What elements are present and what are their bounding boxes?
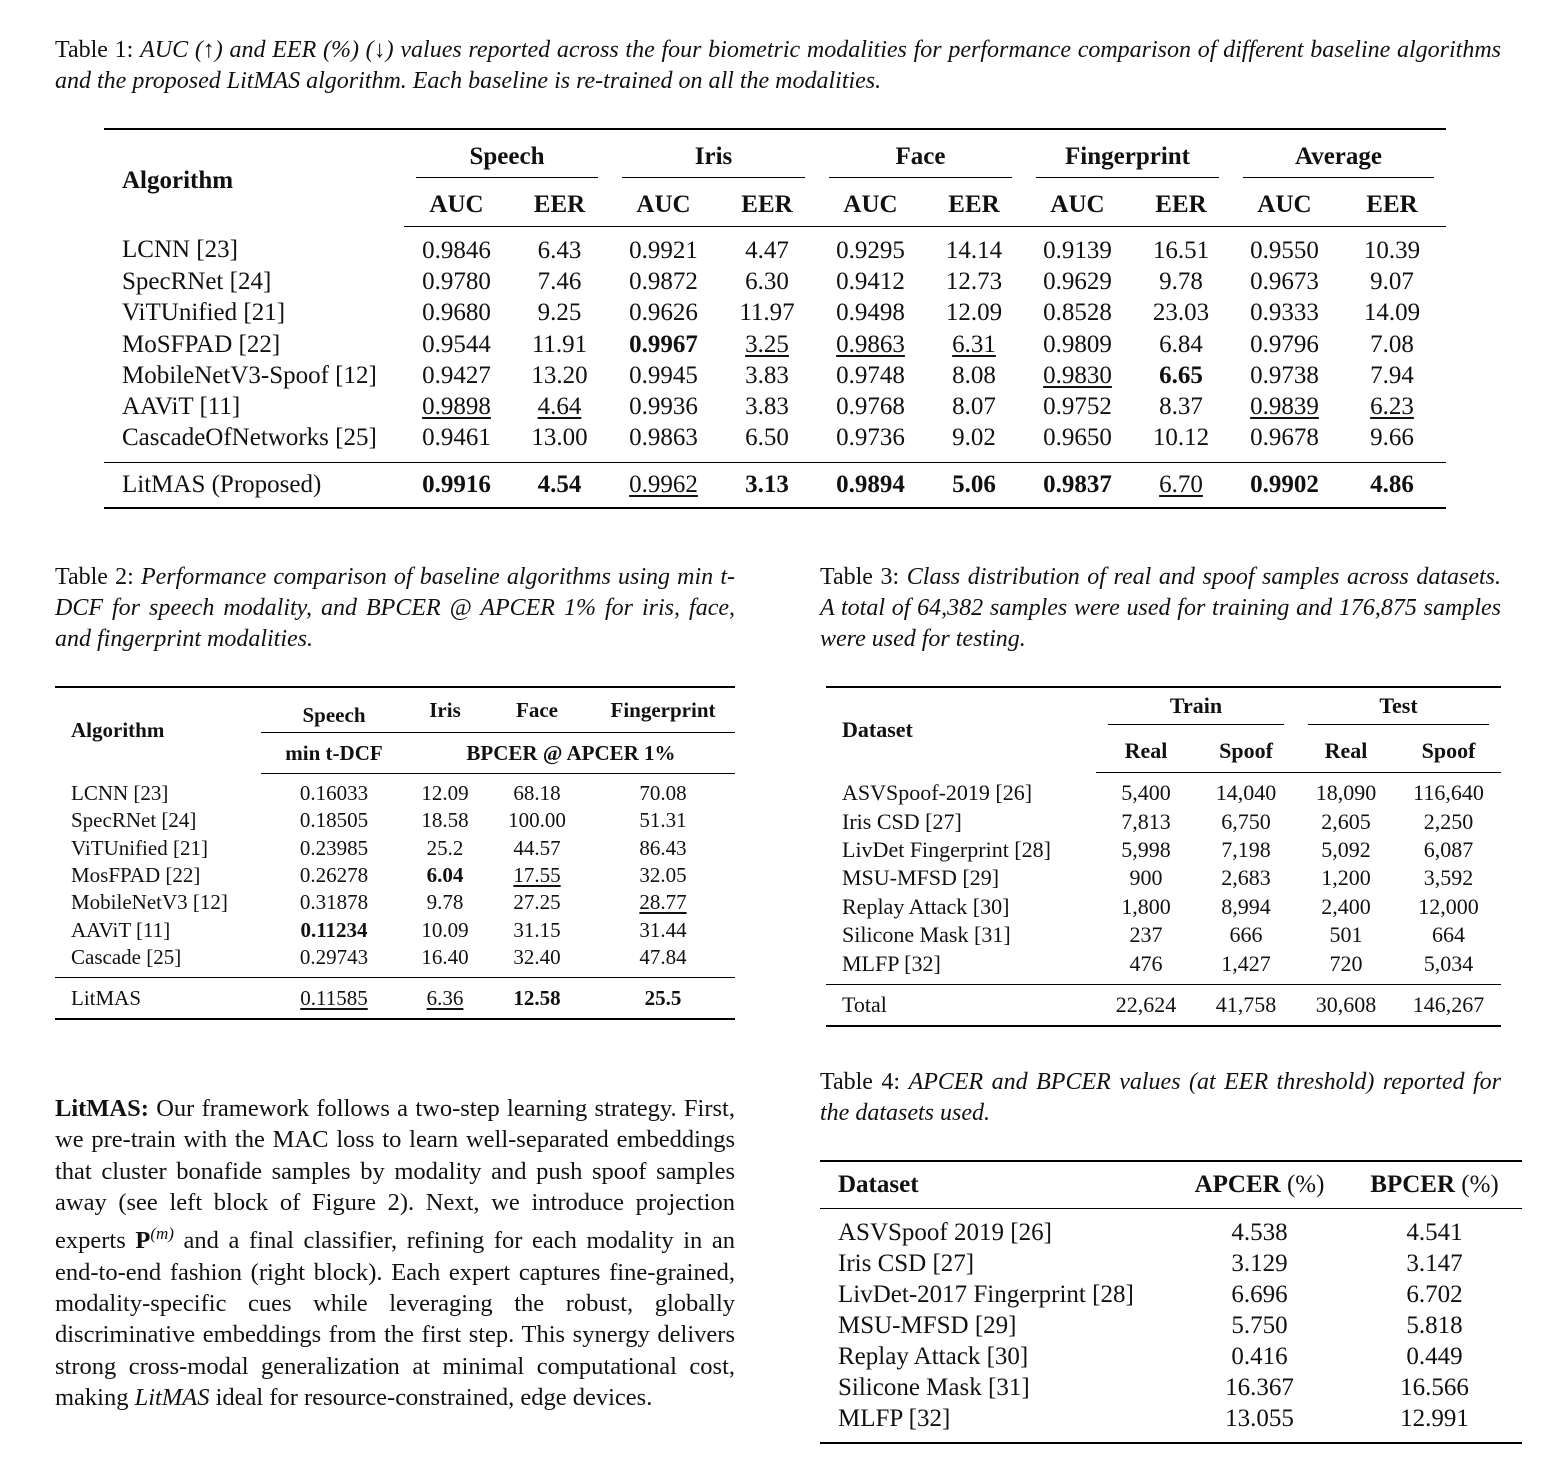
table3-caption — [820, 562, 1501, 655]
table1-cell-algorithm: SpecRNet [24] — [122, 267, 272, 295]
table3-caption-label: Table 3: — [820, 564, 900, 590]
table-row — [826, 773, 1501, 808]
table3-cell: 720 — [1329, 950, 1363, 976]
table2-cell: 0.26278 — [299, 863, 369, 888]
table1-cell: 0.9863 — [629, 424, 698, 452]
table1-cell: 0.9863 — [836, 330, 905, 358]
table1-group-average: Average — [1243, 143, 1434, 178]
table-row — [104, 329, 1446, 360]
table1-cell: 0.9333 — [1250, 299, 1319, 327]
table1-cell: 9.66 — [1370, 424, 1414, 452]
table3-cell: 1,200 — [1321, 865, 1371, 891]
table-row — [55, 889, 735, 916]
table1-cell-algorithm: LitMAS (Proposed) — [104, 463, 404, 509]
table1-group-fingerprint: Fingerprint — [1036, 143, 1219, 178]
table1-subheader-auc: AUC — [1024, 184, 1131, 227]
table1-subheader-eer: EER — [1338, 184, 1446, 227]
table3-cell: 6,087 — [1423, 836, 1474, 862]
table3-cell: 5,998 — [1121, 836, 1171, 862]
table1-cell: 0.9550 — [1250, 236, 1319, 264]
table3-cell: 22,624 — [1096, 984, 1196, 1026]
table3-cell: 2,605 — [1321, 808, 1371, 834]
table2-header-iris: Iris — [429, 697, 461, 722]
table1-cell: 10.39 — [1363, 236, 1421, 264]
table1-cell: 3.25 — [745, 330, 789, 358]
paragraph-text: Our framework follows a two-step learning strategy. First, we pre-train with the MAC loss to learn well-separated embeddings that cluster bonafide samples by modality and push spoof samples away (see left block of Figure 2). Next, we introduce projection experts — [55, 1095, 735, 1255]
table4-cell-dataset: Replay Attack [30] — [838, 1342, 1029, 1370]
table1-cell-algorithm: MoSFPAD [22] — [122, 330, 281, 358]
table1-cell: 0.9629 — [1043, 267, 1112, 295]
table2-cell: 68.18 — [513, 781, 561, 806]
table1-cell: 4.86 — [1338, 463, 1446, 509]
table2-cell: 6.04 — [426, 863, 464, 888]
table2-cell: 31.44 — [639, 917, 687, 942]
table1-cell: 0.9894 — [817, 463, 924, 509]
table1-cell: 0.9626 — [629, 299, 698, 327]
table2-header-algorithm: Algorithm — [71, 718, 165, 743]
table3-cell: 2,250 — [1423, 808, 1474, 834]
table2-cell: 12.09 — [421, 781, 469, 806]
table3-cell: 501 — [1329, 922, 1363, 948]
paragraph-text: and a final classifier, refining for each modality in an end-to-end fashion (right block). Each expert captures fine-grained, modality-specific cues while leveraging the robust, globally discriminative embeddings from the first step. This synergy delivers strong cross-modal generalization at minimal computational cost, making — [55, 1227, 736, 1411]
table2-cell: 27.25 — [513, 890, 561, 915]
table1-cell: 0.9544 — [422, 330, 491, 358]
table2-cell: 86.43 — [639, 835, 687, 860]
table1-cell: 3.83 — [745, 361, 789, 389]
table2-caption-label: Table 2: — [55, 564, 134, 590]
table-row — [55, 774, 735, 808]
math-superscript: (m) — [150, 1224, 174, 1244]
table4-header-apcer-unit: (%) — [1286, 1171, 1325, 1198]
table1-group-face: Face — [829, 143, 1012, 178]
table4-caption — [820, 1067, 1501, 1129]
table-row — [820, 1341, 1522, 1372]
table2-cell: 31.15 — [513, 917, 561, 942]
table3-cell: 41,758 — [1196, 984, 1296, 1026]
table4-cell-dataset: Iris CSD [27] — [838, 1249, 975, 1277]
table3-cell-dataset: MLFP [32] — [842, 950, 941, 976]
paragraph-label: LitMAS: — [55, 1095, 149, 1122]
table3-group-train: Train — [1108, 693, 1284, 725]
table2-cell: 0.11234 — [300, 917, 368, 942]
table2-cell: 18.58 — [421, 808, 469, 833]
table2-cell: 0.11585 — [261, 978, 407, 1020]
table3-cell: 3,592 — [1423, 865, 1474, 891]
table3-cell: 7,813 — [1121, 808, 1171, 834]
table4-cell: 3.147 — [1406, 1249, 1463, 1277]
table-row — [55, 807, 735, 834]
table4-header-bpcer-label: BPCER — [1370, 1171, 1455, 1198]
table4-cell-dataset: ASVSpoof 2019 [26] — [838, 1218, 1052, 1246]
table4-header-bpcer-unit: (%) — [1461, 1171, 1499, 1198]
table4-cell: 3.129 — [1231, 1249, 1288, 1277]
table1-cell-algorithm: LCNN [23] — [122, 236, 238, 264]
paragraph-emphasis: LitMAS — [134, 1383, 210, 1411]
table3-cell: 664 — [1432, 922, 1465, 948]
table2-cell: 17.55 — [513, 863, 561, 888]
table4-cell: 16.566 — [1400, 1373, 1469, 1401]
table3-cell: 116,640 — [1413, 780, 1484, 806]
table4-cell: 0.449 — [1406, 1342, 1463, 1370]
table1-cell: 0.9678 — [1250, 424, 1319, 452]
table1-cell: 9.25 — [537, 299, 582, 327]
table1-cell: 0.9962 — [610, 463, 717, 509]
table2-cell: 10.09 — [421, 917, 469, 942]
table2-cell-algorithm: LCNN [23] — [71, 780, 169, 805]
table3-cell: 5,092 — [1321, 836, 1371, 862]
table2-cell: 32.40 — [513, 944, 561, 969]
table1-group-speech: Speech — [416, 143, 598, 178]
table1-subheader-auc: AUC — [1231, 184, 1338, 227]
table1-cell: 0.9768 — [836, 393, 905, 421]
table4-cell: 4.538 — [1231, 1218, 1288, 1246]
table1-cell: 5.06 — [924, 463, 1024, 509]
paragraph-text: ideal for resource-constrained, edge devices. — [209, 1383, 653, 1411]
table1-cell: 0.9498 — [836, 299, 905, 327]
table4-header-dataset: Dataset — [820, 1161, 1172, 1209]
table2-cell-algorithm: AAViT [11] — [71, 917, 171, 942]
table4-cell: 6.702 — [1406, 1280, 1463, 1308]
table-row-proposed — [104, 463, 1446, 509]
table2-cell: 6.36 — [407, 978, 483, 1020]
table1-cell: 6.30 — [745, 267, 789, 295]
table-row — [104, 266, 1446, 297]
table1-cell: 10.12 — [1152, 424, 1210, 452]
table3-cell-dataset: Silicone Mask [31] — [842, 922, 1011, 948]
table3-cell: 146,267 — [1396, 984, 1501, 1026]
table4 — [820, 1160, 1522, 1444]
table3-cell: 476 — [1129, 950, 1163, 976]
table1-cell: 0.9738 — [1250, 361, 1319, 389]
table1-cell: 14.09 — [1363, 299, 1421, 327]
table1-header-algorithm: Algorithm — [122, 167, 234, 195]
table3-cell-dataset: MSU-MFSD [29] — [842, 865, 1000, 891]
table1-group-iris: Iris — [622, 143, 805, 178]
table3-subheader-spoof: Spoof — [1396, 730, 1501, 773]
table-row — [826, 949, 1501, 984]
table4-cell: 16.367 — [1225, 1373, 1294, 1401]
table3-cell: 666 — [1229, 922, 1263, 948]
table2-cell: 0.18505 — [299, 808, 369, 833]
table1-cell: 0.9680 — [422, 299, 491, 327]
table1-cell: 16.51 — [1152, 236, 1210, 264]
table-row — [104, 391, 1446, 422]
table-row — [55, 835, 735, 862]
table-row — [104, 227, 1446, 267]
table2-cell-algorithm: ViTUnified [21] — [71, 835, 208, 860]
table4-cell: 6.696 — [1231, 1280, 1288, 1308]
table2-caption-text: Performance comparison of baseline algorithms using min t-DCF for speech modality, and BPCER @ APCER 1% for iris, face, and fingerprint modalities. — [55, 564, 735, 652]
body-paragraph — [55, 1093, 735, 1413]
table3-subheader-real: Real — [1096, 730, 1196, 773]
table-row — [826, 893, 1501, 921]
table-row — [820, 1248, 1522, 1279]
table1-cell: 4.54 — [509, 463, 610, 509]
table2-caption — [55, 562, 735, 655]
table4-cell-dataset: Silicone Mask [31] — [838, 1373, 1030, 1401]
table2-cell: 12.58 — [483, 978, 591, 1020]
table-row — [820, 1209, 1522, 1249]
table1-cell: 0.8528 — [1043, 299, 1112, 327]
table4-cell: 13.055 — [1225, 1404, 1294, 1432]
table1-cell: 0.9846 — [422, 236, 491, 264]
table2-cell: 16.40 — [421, 944, 469, 969]
table1-cell: 0.9945 — [629, 361, 698, 389]
table4-cell-dataset: MSU-MFSD [29] — [838, 1311, 1017, 1339]
table1-cell: 0.9936 — [629, 393, 698, 421]
table1-cell: 0.9967 — [629, 330, 698, 358]
table1-cell: 12.09 — [945, 299, 1003, 327]
table1-cell-algorithm: AAViT [11] — [122, 393, 241, 421]
table4-cell-dataset: MLFP [32] — [838, 1404, 951, 1432]
table2 — [55, 686, 735, 1020]
table4-cell: 5.750 — [1231, 1311, 1288, 1339]
table3-subheader-real: Real — [1296, 730, 1396, 773]
table3-cell: 2,400 — [1321, 893, 1371, 919]
table1-cell: 6.31 — [952, 330, 996, 358]
table1-cell: 0.9921 — [629, 236, 698, 264]
table1-cell: 9.78 — [1159, 267, 1203, 295]
table3-cell: 14,040 — [1215, 780, 1277, 806]
table1-cell: 0.9837 — [1024, 463, 1131, 509]
table-row — [826, 807, 1501, 835]
table2-subheader-min-tdcf: min t-DCF — [261, 733, 407, 774]
table1-cell: 11.97 — [739, 299, 795, 327]
table1-cell: 0.9427 — [422, 361, 491, 389]
table1-cell: 0.9650 — [1043, 424, 1112, 452]
table2-cell: 47.84 — [639, 944, 687, 969]
table-row-proposed — [55, 978, 735, 1020]
table1-cell: 6.65 — [1159, 361, 1203, 389]
table1-caption-label: Table 1: — [55, 37, 134, 63]
table1-cell: 0.9796 — [1250, 330, 1319, 358]
table4-cell: 4.541 — [1406, 1218, 1463, 1246]
table4-cell: 5.818 — [1406, 1311, 1463, 1339]
table1-cell: 11.91 — [531, 330, 588, 358]
table1-caption — [55, 35, 1501, 97]
table-row — [820, 1279, 1522, 1310]
table4-cell: 12.991 — [1400, 1404, 1469, 1432]
table4-header-bpcer — [1347, 1161, 1522, 1209]
table2-cell-algorithm: LitMAS — [55, 978, 261, 1020]
table4-header-apcer-label: APCER — [1194, 1171, 1281, 1198]
table3-cell: 30,608 — [1296, 984, 1396, 1026]
table3-cell-dataset: LivDet Fingerprint [28] — [842, 836, 1051, 862]
table2-header-speech-label: Speech — [302, 703, 366, 727]
table3-cell: 900 — [1129, 865, 1163, 891]
table4-cell-dataset: LivDet-2017 Fingerprint [28] — [838, 1280, 1134, 1308]
table2-cell: 70.08 — [639, 781, 687, 806]
table1-cell: 0.9872 — [629, 267, 698, 295]
table1-cell: 8.08 — [952, 361, 996, 389]
table1 — [104, 128, 1446, 509]
table1-caption-text: AUC (↑) and EER (%) (↓) values reported across the four biometric modalities for performance comparison of different baseline algorithms and the proposed LitMAS algorithm. Each baseline is re-trained on all the modalities. — [55, 37, 1502, 94]
table2-subheader-bpcer: BPCER @ APCER 1% — [407, 733, 735, 774]
table3-cell: 18,090 — [1315, 780, 1377, 806]
table3-cell: 7,198 — [1221, 836, 1271, 862]
table1-subheader-eer: EER — [1131, 184, 1231, 227]
table-row — [55, 862, 735, 889]
table1-cell: 6.70 — [1131, 463, 1231, 509]
table3-cell-dataset: Total — [826, 984, 1096, 1026]
table1-cell: 0.9839 — [1250, 393, 1319, 421]
table2-cell-algorithm: Cascade [25] — [71, 944, 182, 969]
table3-cell: 1,427 — [1221, 950, 1271, 976]
table1-cell: 13.00 — [531, 424, 588, 452]
table1-cell: 9.02 — [952, 424, 996, 452]
table2-header-speech — [261, 687, 407, 733]
table1-cell: 13.20 — [531, 361, 588, 389]
table1-cell: 0.9412 — [836, 267, 905, 295]
table1-cell: 0.9295 — [836, 236, 905, 264]
table2-cell: 0.29743 — [299, 944, 369, 969]
table3-cell: 2,683 — [1221, 865, 1271, 891]
table1-cell: 0.9139 — [1043, 236, 1112, 264]
table1-cell: 0.9461 — [422, 424, 491, 452]
table3-cell: 1,800 — [1121, 893, 1171, 919]
table2-cell: 51.31 — [639, 808, 687, 833]
table1-cell: 6.84 — [1159, 330, 1203, 358]
table3-cell: 237 — [1129, 922, 1163, 948]
table1-cell: 23.03 — [1152, 299, 1210, 327]
table4-caption-text: APCER and BPCER values (at EER threshold) reported for the datasets used. — [820, 1069, 1502, 1126]
table1-cell: 4.64 — [537, 393, 582, 421]
table-row — [826, 864, 1501, 892]
table2-cell: 100.00 — [508, 808, 566, 833]
table1-cell-algorithm: MobileNetV3-Spoof [12] — [122, 361, 377, 389]
table2-cell: 25.2 — [426, 835, 464, 860]
table2-cell: 32.05 — [639, 863, 687, 888]
table2-cell-algorithm: SpecRNet [24] — [71, 808, 197, 833]
table3 — [826, 686, 1501, 1027]
table1-subheader-eer: EER — [717, 184, 817, 227]
math-symbol: P — [135, 1227, 151, 1255]
table3-cell-dataset: Iris CSD [27] — [842, 808, 962, 834]
table2-cell: 44.57 — [513, 835, 561, 860]
table1-cell: 6.43 — [537, 236, 582, 264]
table3-header-dataset: Dataset — [842, 717, 913, 743]
table2-cell: 25.5 — [591, 978, 735, 1020]
table1-cell: 0.9898 — [422, 393, 491, 421]
table4-header-apcer — [1172, 1161, 1347, 1209]
table2-cell: 28.77 — [639, 890, 687, 915]
table1-cell-algorithm: CascadeOfNetworks [25] — [122, 424, 377, 452]
table2-cell-algorithm: MosFPAD [22] — [71, 863, 201, 888]
table1-subheader-auc: AUC — [404, 184, 509, 227]
table-row — [55, 944, 735, 978]
table3-cell: 5,034 — [1423, 950, 1474, 976]
table3-subheader-spoof: Spoof — [1196, 730, 1296, 773]
table2-cell: 0.16033 — [299, 781, 369, 806]
table-row — [820, 1372, 1522, 1403]
table1-cell: 7.94 — [1370, 361, 1414, 389]
table3-cell: 6,750 — [1221, 808, 1271, 834]
table-row — [820, 1310, 1522, 1341]
table1-cell: 14.14 — [945, 236, 1003, 264]
table1-cell: 8.37 — [1159, 393, 1203, 421]
table2-cell: 9.78 — [426, 890, 464, 915]
table-row — [55, 916, 735, 943]
table1-cell: 0.9748 — [836, 361, 905, 389]
table-row — [104, 298, 1446, 329]
table4-caption-label: Table 4: — [820, 1069, 901, 1095]
table2-header-fingerprint: Fingerprint — [610, 697, 716, 722]
table-row — [826, 836, 1501, 864]
table1-cell: 0.9673 — [1250, 267, 1319, 295]
table1-cell: 7.08 — [1370, 330, 1414, 358]
table1-cell: 3.83 — [745, 393, 789, 421]
table1-cell: 6.23 — [1370, 393, 1414, 421]
table1-cell: 3.13 — [717, 463, 817, 509]
table1-subheader-auc: AUC — [610, 184, 717, 227]
table-row — [820, 1403, 1522, 1443]
table1-cell: 12.73 — [945, 267, 1003, 295]
table1-cell: 7.46 — [537, 267, 582, 295]
table1-cell: 0.9916 — [404, 463, 509, 509]
table3-cell: 5,400 — [1121, 780, 1171, 806]
table2-cell-algorithm: MobileNetV3 [12] — [71, 890, 228, 915]
table1-cell: 0.9736 — [836, 424, 905, 452]
table-row-total — [826, 984, 1501, 1026]
table3-cell: 12,000 — [1418, 893, 1479, 919]
table1-cell: 0.9809 — [1043, 330, 1112, 358]
table3-caption-text: Class distribution of real and spoof samples across datasets. A total of 64,382 samples were used for training and 176,875 samples were used for testing. — [820, 564, 1501, 652]
table-row — [104, 423, 1446, 463]
table1-cell: 6.50 — [745, 424, 789, 452]
table-row — [104, 360, 1446, 391]
table3-cell-dataset: ASVSpoof-2019 [26] — [842, 779, 1033, 805]
table1-subheader-eer: EER — [509, 184, 610, 227]
table1-cell: 8.07 — [952, 393, 996, 421]
table3-cell-dataset: Replay Attack [30] — [842, 893, 1010, 919]
table1-cell-algorithm: ViTUnified [21] — [122, 299, 286, 327]
table1-cell: 4.47 — [745, 236, 789, 264]
table-row — [826, 921, 1501, 949]
table1-cell: 0.9830 — [1043, 361, 1112, 389]
table3-group-test: Test — [1308, 693, 1489, 725]
table1-cell: 0.9780 — [422, 267, 491, 295]
table1-cell: 9.07 — [1370, 267, 1414, 295]
table2-cell: 0.31878 — [299, 890, 369, 915]
table1-subheader-eer: EER — [924, 184, 1024, 227]
table1-subheader-auc: AUC — [817, 184, 924, 227]
table2-header-face: Face — [516, 697, 558, 722]
table1-cell: 0.9752 — [1043, 393, 1112, 421]
table2-cell: 0.23985 — [299, 835, 369, 860]
table4-cell: 0.416 — [1231, 1342, 1288, 1370]
table3-cell: 8,994 — [1221, 893, 1271, 919]
table1-cell: 0.9902 — [1231, 463, 1338, 509]
